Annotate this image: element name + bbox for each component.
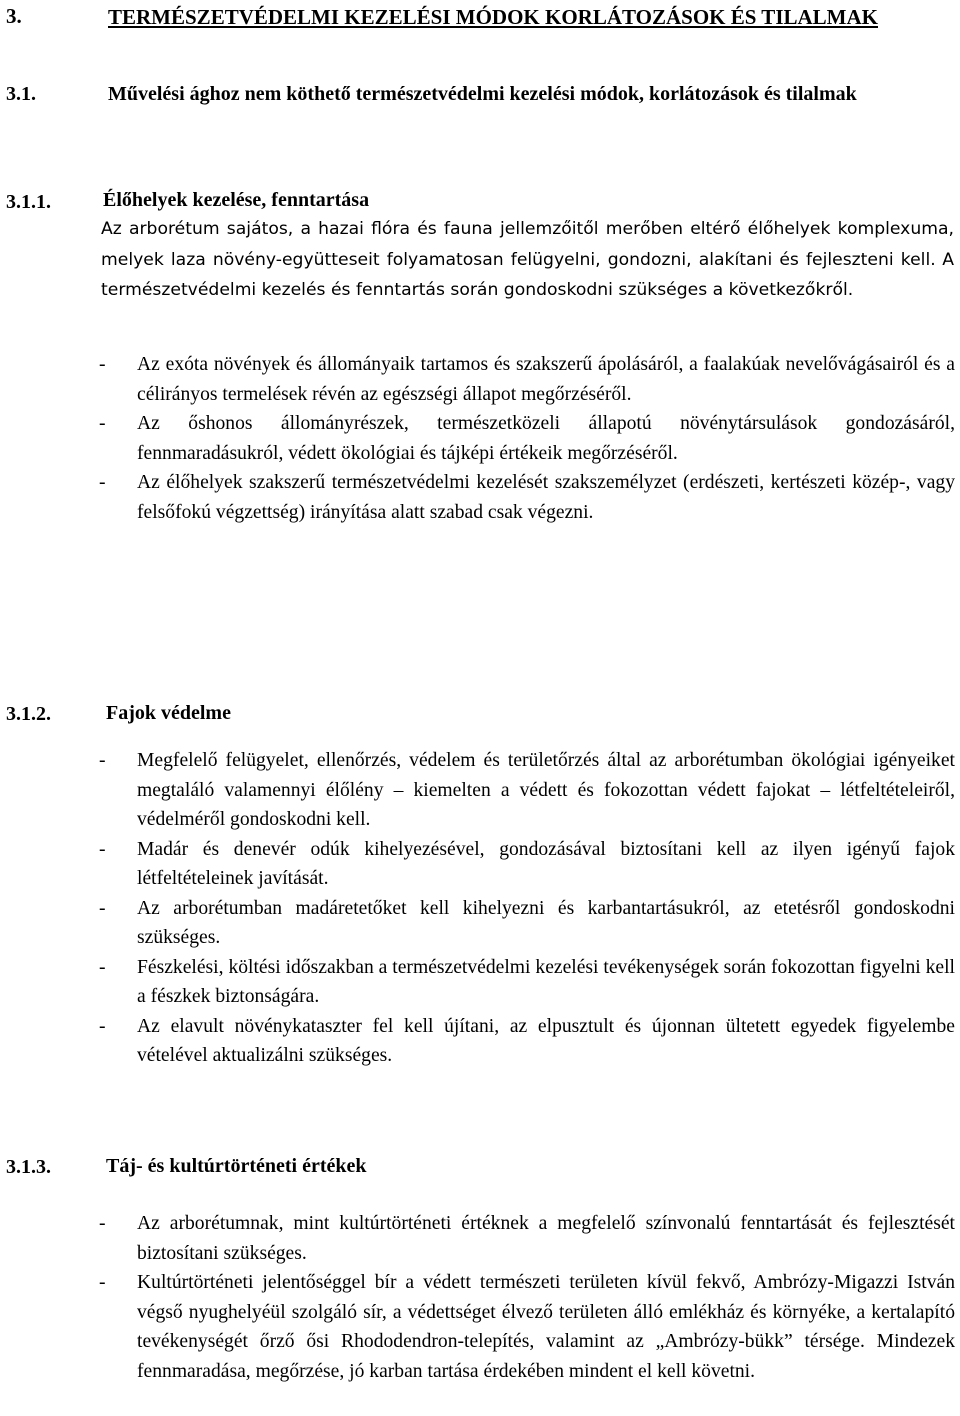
section-3-title: TERMÉSZETVÉDELMI KEZELÉSI MÓDOK KORLÁTOZÁSOK ÉS TILALMAK [108, 5, 878, 29]
section-3-1-1-intro [101, 214, 954, 306]
list-item [99, 1012, 955, 1071]
section-3-number: 3. [6, 4, 22, 28]
section-3-1-2-list [99, 746, 955, 1071]
bullet-dash: - [99, 897, 106, 919]
list-item-text: Az elavult növénykataszter fel kell újítani, az elpusztult és újonnan ültetett egyedek figyelembe vételével aktualizálni szükséges. [137, 1015, 955, 1066]
section-3-1-1-title: Élőhelyek kezelése, fenntartása [103, 189, 370, 211]
section-3-1-3-number: 3.1.3. [6, 1156, 51, 1178]
intro-sentence-2: A természetvédelmi kezelés és fenntartás során gondoskodni szükséges a következőkről. [101, 249, 954, 300]
bullet-dash: - [99, 838, 106, 860]
list-item-text: Az exóta növények és állományaik tartamos és szakszerű ápolásáról, a faalakúak nevelővágásairól és a célirányos termelések révén az egészségi állapot megőrzéséről. [137, 354, 955, 405]
section-3-1-3-list [99, 1209, 955, 1386]
list-item [99, 1268, 955, 1386]
list-item [99, 1209, 955, 1268]
list-item [99, 409, 955, 468]
section-3-1-2-number: 3.1.2. [6, 703, 51, 725]
list-item-text: Az arborétumban madáretetőket kell kihelyezni és karbantartásukról, az etetésről gondoskodni szükséges. [137, 897, 955, 948]
list-item-text: Fészkelési, költési időszakban a természetvédelmi kezelési tevékenységek során fokozottan figyelni kell a fészkek biztonságára. [137, 956, 955, 1007]
bullet-dash: - [99, 354, 106, 375]
bullet-dash: - [99, 750, 106, 771]
bullet-dash: - [99, 1213, 106, 1234]
section-3-1-2-title: Fajok védelme [106, 702, 231, 724]
intro-sentence-1: Az arborétum sajátos, a hazai flóra és fauna jellemzőitől merőben eltérő élőhelyek komplexuma, melyek laza növény-együtteseit folyamatosan felügyelni, gondozni, alakítani és fejleszteni kell. [101, 219, 954, 270]
bullet-dash: - [99, 413, 106, 434]
list-item-text: Az élőhelyek szakszerű természetvédelmi kezelését szakszemélyzet (erdészeti, kertészeti közép-, vagy felsőfokú végzettség) irányítása alatt szabad csak végezni. [137, 472, 955, 523]
list-item [99, 835, 955, 894]
list-item-text: Az őshonos állományrészek, természetközeli állapotú növénytársulások gondozásáról, fennmaradásukról, védett ökológiai és tájképi értékeik megőrzéséről. [137, 413, 955, 464]
list-item [99, 953, 955, 1012]
list-item-text: Az arborétumnak, mint kultúrtörténeti értéknek a megfelelő színvonalú fenntartását és fejlesztését biztosítani szükséges. [137, 1213, 955, 1264]
list-item [99, 746, 955, 835]
list-item [99, 350, 955, 409]
section-3-1-1-list [99, 350, 955, 527]
section-3-1-title: Művelési ághoz nem köthető természetvédelmi kezelési módok, korlátozások és tilalmak [108, 83, 857, 105]
list-item [99, 468, 955, 527]
bullet-dash: - [99, 1015, 106, 1037]
list-item-text: Madár és denevér odúk kihelyezésével, gondozásával biztosítani kell az ilyen igényű fajok létfeltételeinek javítását. [137, 838, 955, 889]
list-item-text: Kultúrtörténeti jelentőséggel bír a védett természeti területen kívül fekvő, Ambrózy-Migazzi István végső nyughelyéül szolgáló sír, a védettséget élvező területen álló emlékház és környéke, a kertalapító tevékenységét őrző ősi Rhododendron-telepítés, valamint az „Ambrózy-bükk” térsége. Mindezek fennmaradása, megőrzése, jó karban tartása érdekében mindent el kell követni. [137, 1272, 955, 1382]
section-3-1-3-title: Táj- és kultúrtörténeti értékek [106, 1155, 367, 1177]
list-item [99, 894, 955, 953]
bullet-dash: - [99, 956, 106, 978]
section-3-1-number: 3.1. [6, 83, 36, 105]
section-3-1-1-number: 3.1.1. [6, 191, 51, 213]
bullet-dash: - [99, 472, 106, 493]
list-item-text: Megfelelő felügyelet, ellenőrzés, védelem és területőrzés által az arborétumban ökológiai igényeiket megtaláló valamennyi élőlény – kiemelten a védett és fokozottan védett fajokat – létfeltételeiről, védelméről gondoskodni kell. [137, 750, 955, 830]
bullet-dash: - [99, 1272, 106, 1293]
